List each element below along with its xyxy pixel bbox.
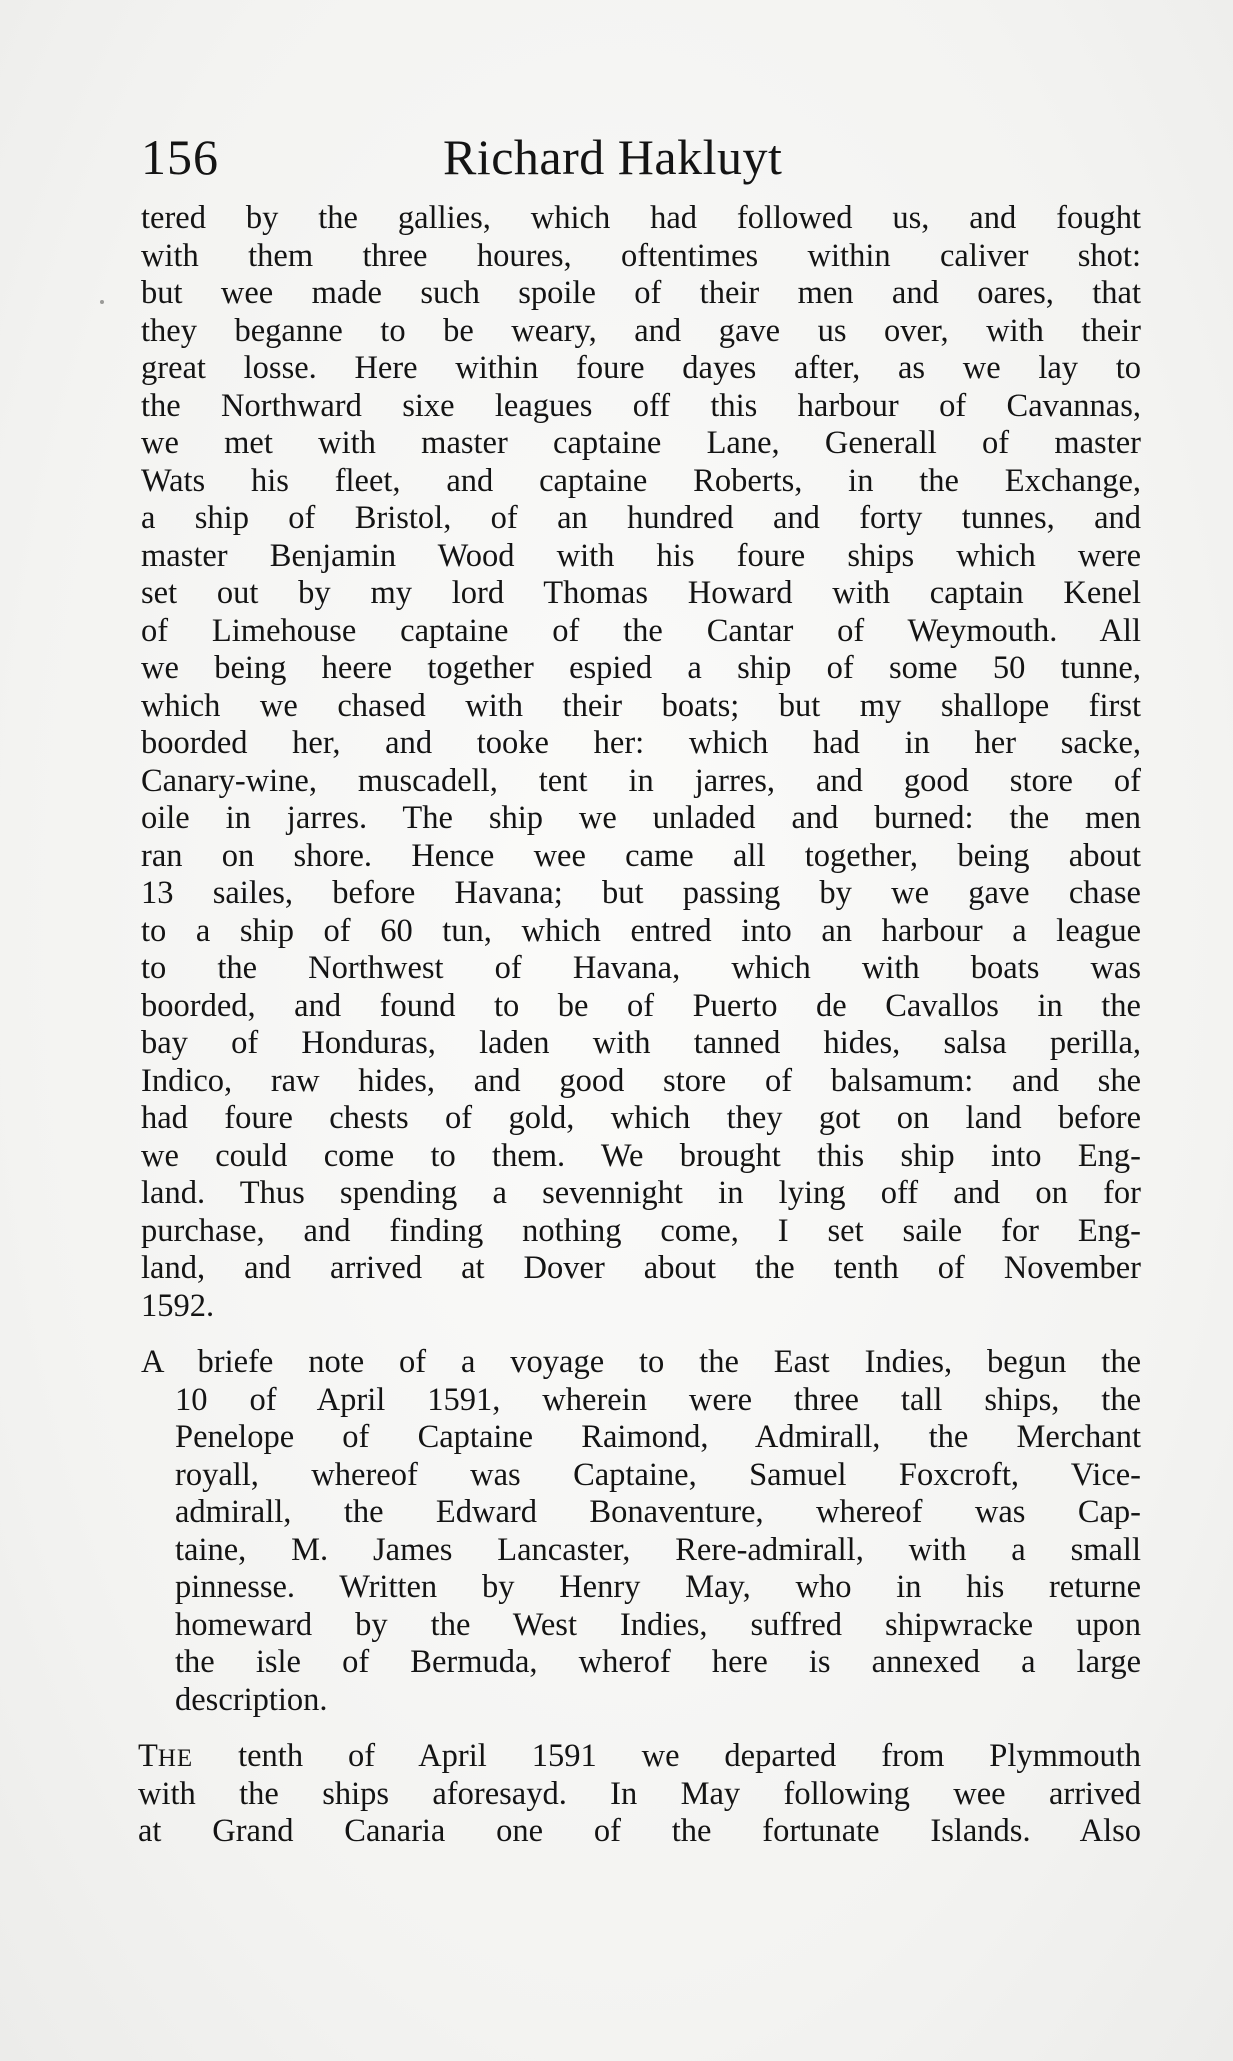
note-line: royall, whereof was Captaine, Samuel Foxcroft, Vice- bbox=[175, 1456, 1141, 1493]
text-line: Indico, raw hides, and good store of balsamum: and she bbox=[141, 1062, 1141, 1099]
page-content bbox=[138, 128, 1141, 1851]
text-line: land, and arrived at Dover about the tenth of November bbox=[141, 1250, 1141, 1286]
text-line: oile in jarres. The ship we unladed and burned: the men bbox=[141, 800, 1141, 836]
text-line: we met with master captaine Lane, Generall of master bbox=[141, 425, 1141, 461]
note-line: 10 of April 1591, wherein were three tall ships, the bbox=[175, 1381, 1141, 1418]
text-line: set out by my lord Thomas Howard with captain Kenel bbox=[141, 575, 1141, 611]
text-line-first bbox=[138, 1738, 1141, 1776]
small-caps-initial: T bbox=[138, 1738, 158, 1774]
text-line: a ship of Bristol, of an hundred and forty tunnes, and bbox=[141, 500, 1141, 536]
paragraph-voyage-start bbox=[138, 1738, 1141, 1851]
text-line: boorded her, and tooke her: which had in her sacke, bbox=[141, 725, 1141, 761]
text-line: land. Thus spending a sevennight in lying off and on for bbox=[141, 1175, 1141, 1211]
running-head bbox=[141, 128, 1141, 188]
speck-mark bbox=[100, 300, 104, 304]
text-line: Wats his fleet, and captaine Roberts, in the Exchange, bbox=[141, 462, 1141, 499]
text-line: they beganne to be weary, and gave us over, with their bbox=[141, 312, 1141, 349]
text-line: ran on shore. Hence wee came all together, being about bbox=[141, 837, 1141, 874]
first-line-text: tenth of April 1591 we departed from Plymmouth bbox=[193, 1738, 1141, 1774]
small-caps-rest: HE bbox=[157, 1745, 194, 1772]
text-line: purchase, and finding nothing come, I set saile for Eng- bbox=[141, 1212, 1141, 1249]
running-title: Richard Hakluyt bbox=[443, 129, 783, 185]
note-line: admirall, the Edward Bonaventure, whereof was Cap- bbox=[175, 1494, 1141, 1530]
section-heading-note bbox=[141, 1344, 1141, 1719]
text-line: we being heere together espied a ship of some 50 tunne, bbox=[141, 650, 1141, 686]
text-line: Canary-wine, muscadell, tent in jarres, and good store of bbox=[141, 762, 1141, 799]
text-line: with the ships aforesayd. In May following wee arrived bbox=[138, 1775, 1141, 1812]
text-line: 1592. bbox=[141, 1287, 215, 1324]
note-line: pinnesse. Written by Henry May, who in his returne bbox=[175, 1569, 1141, 1605]
text-line: at Grand Canaria one of the fortunate Islands. Also bbox=[138, 1813, 1141, 1849]
text-line: we could come to them. We brought this ship into Eng- bbox=[141, 1137, 1141, 1174]
text-line: master Benjamin Wood with his foure ships which were bbox=[141, 537, 1141, 574]
text-line: but wee made such spoile of their men and oares, that bbox=[141, 275, 1141, 311]
paragraph-continuation bbox=[141, 200, 1141, 1325]
text-line: boorded, and found to be of Puerto de Cavallos in the bbox=[141, 987, 1141, 1024]
text-line: of Limehouse captaine of the Cantar of Weymouth. All bbox=[141, 612, 1141, 649]
note-line: taine, M. James Lancaster, Rere-admirall, with a small bbox=[175, 1531, 1141, 1568]
text-line: had foure chests of gold, which they got on land before bbox=[141, 1100, 1141, 1136]
text-line: tered by the gallies, which had followed us, and fought bbox=[141, 200, 1141, 236]
text-line: with them three houres, oftentimes within caliver shot: bbox=[141, 237, 1141, 274]
note-line: the isle of Bermuda, wherof here is annexed a large bbox=[175, 1644, 1141, 1680]
note-line: Penelope of Captaine Raimond, Admirall, the Merchant bbox=[175, 1419, 1141, 1455]
note-line: description. bbox=[175, 1681, 328, 1718]
note-line: A briefe note of a voyage to the East Indies, begun the bbox=[141, 1344, 1141, 1380]
note-line: homeward by the West Indies, suffred shipwracke upon bbox=[175, 1606, 1141, 1643]
text-line: the Northward sixe leagues off this harbour of Cavannas, bbox=[141, 387, 1141, 424]
text-line: which we chased with their boats; but my shallope first bbox=[141, 687, 1141, 724]
text-line: to the Northwest of Havana, which with boats was bbox=[141, 950, 1141, 986]
text-line: bay of Honduras, laden with tanned hides, salsa perilla, bbox=[141, 1025, 1141, 1061]
page-number: 156 bbox=[141, 129, 219, 185]
text-line: 13 sailes, before Havana; but passing by we gave chase bbox=[141, 875, 1141, 911]
text-line: to a ship of 60 tun, which entred into an harbour a league bbox=[141, 912, 1141, 949]
text-line: great losse. Here within foure dayes after, as we lay to bbox=[141, 350, 1141, 386]
